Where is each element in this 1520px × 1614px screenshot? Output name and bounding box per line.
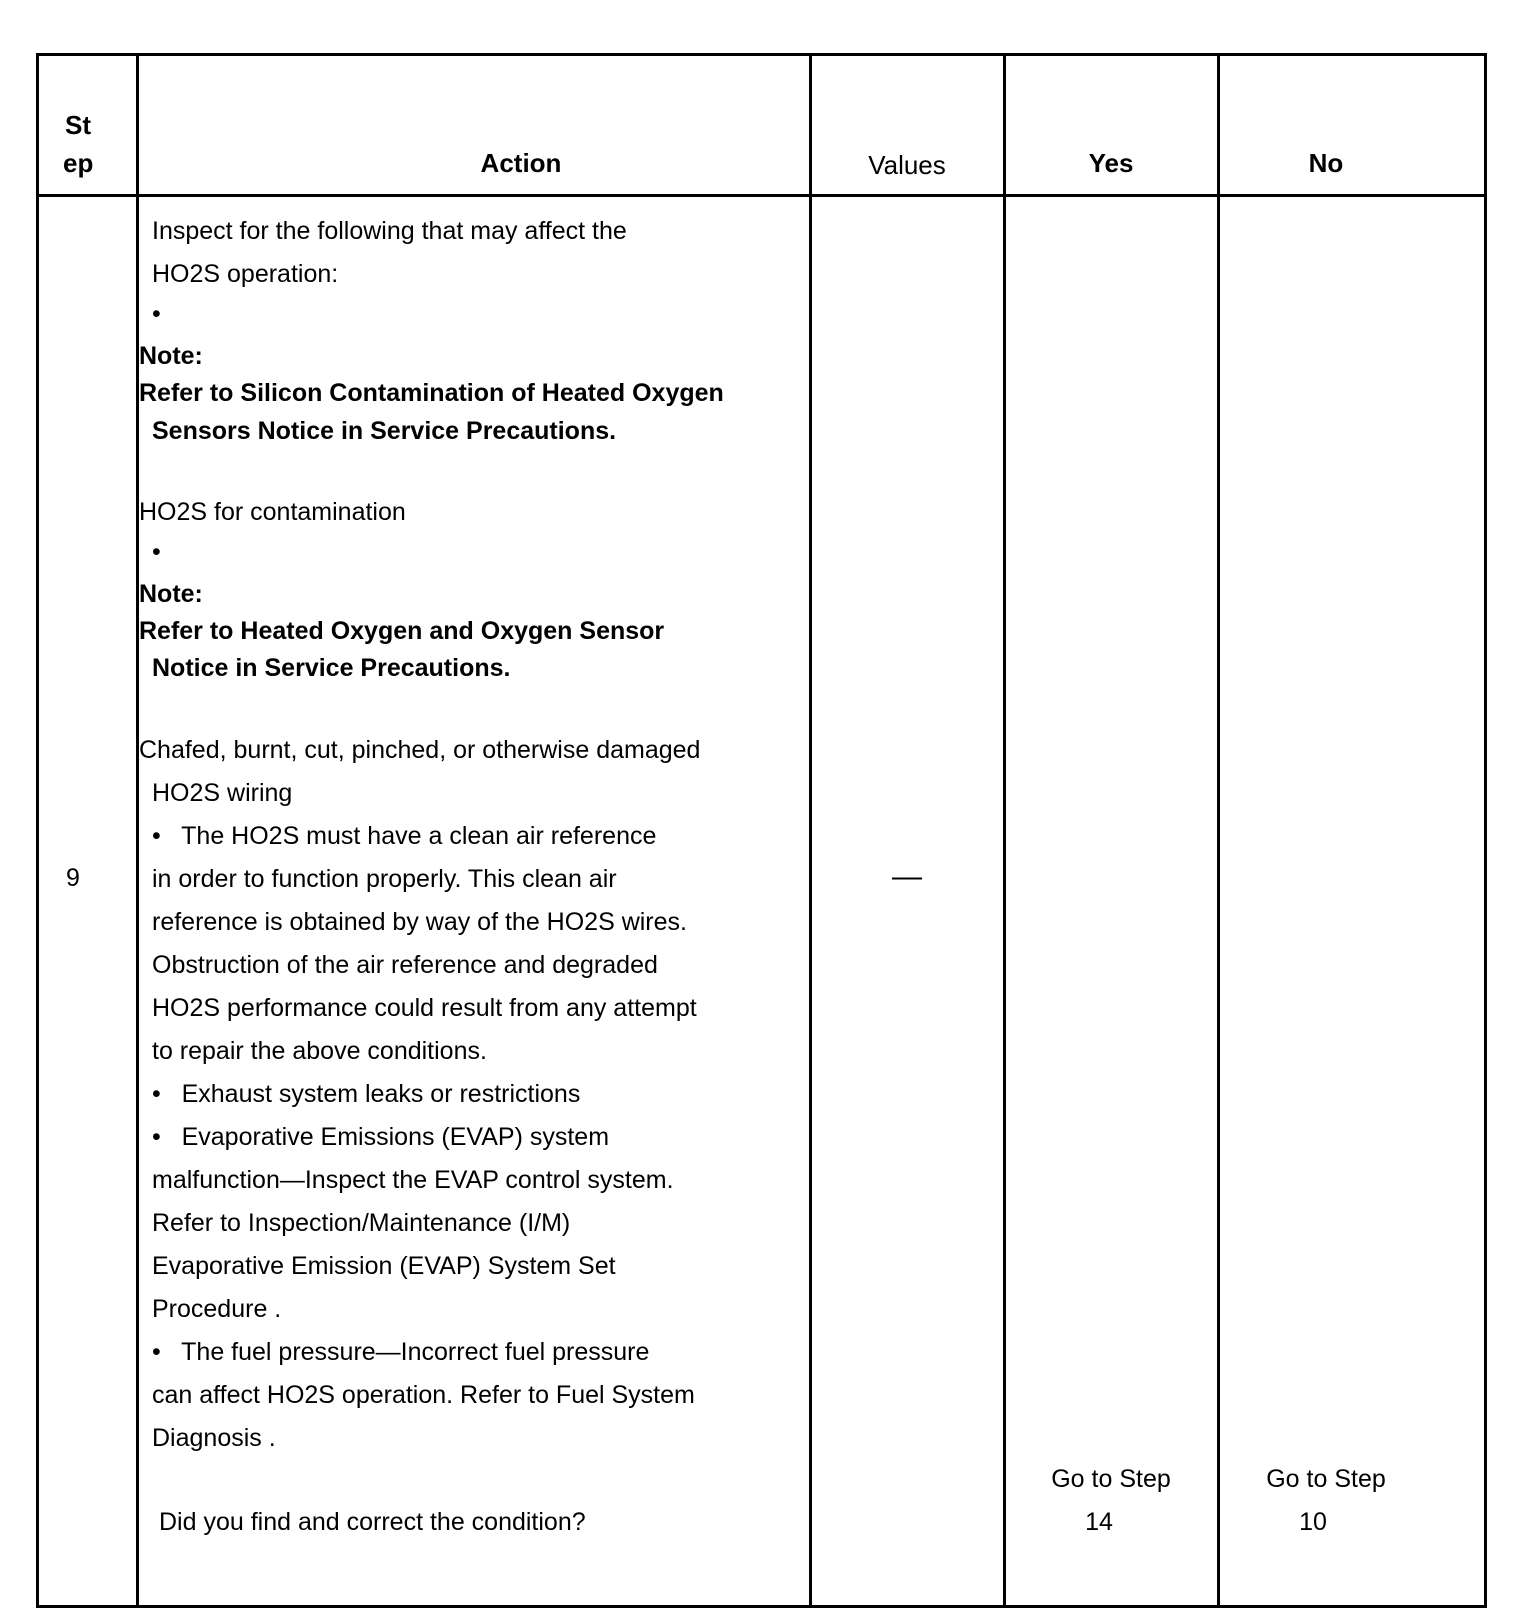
column-divider bbox=[809, 56, 812, 1605]
action-line: HO2S operation: bbox=[152, 260, 339, 288]
bullet-item: • The HO2S must have a clean air reference bbox=[152, 822, 657, 850]
header-step-line2: ep bbox=[63, 148, 94, 178]
action-line: to repair the above conditions. bbox=[152, 1037, 487, 1065]
bullet-item: • The fuel pressure—Incorrect fuel pressure bbox=[152, 1338, 650, 1366]
action-line: reference is obtained by way of the HO2S wires. bbox=[152, 908, 687, 936]
action-line: Diagnosis . bbox=[152, 1424, 276, 1452]
action-line: Inspect for the following that may affect the bbox=[152, 217, 627, 245]
no-step: 10 bbox=[1299, 1508, 1327, 1536]
action-line: Evaporative Emission (EVAP) System Set bbox=[152, 1252, 616, 1280]
values-cell: — bbox=[892, 860, 922, 893]
column-divider bbox=[1003, 56, 1006, 1605]
header-action: Action bbox=[480, 148, 562, 178]
header-values: Values bbox=[868, 150, 946, 180]
question: Did you find and correct the condition? bbox=[159, 1508, 586, 1536]
action-line: HO2S wiring bbox=[152, 779, 293, 807]
bullet-item: • Evaporative Emissions (EVAP) system bbox=[152, 1123, 610, 1151]
action-line: malfunction—Inspect the EVAP control system. bbox=[152, 1166, 674, 1194]
header-yes: Yes bbox=[1088, 148, 1134, 178]
bullet-item: • Exhaust system leaks or restrictions bbox=[152, 1080, 581, 1108]
action-line: Chafed, burnt, cut, pinched, or otherwise damaged bbox=[139, 736, 701, 764]
bullet: • bbox=[152, 300, 161, 328]
yes-goto: Go to Step bbox=[1051, 1465, 1171, 1493]
note-text: Notice in Service Precautions. bbox=[152, 654, 511, 682]
header-divider bbox=[39, 194, 1484, 197]
note-label: Note: bbox=[139, 580, 203, 608]
action-line: in order to function properly. This clean air bbox=[152, 865, 617, 893]
header-no: No bbox=[1308, 148, 1344, 178]
action-line: Obstruction of the air reference and degraded bbox=[152, 951, 658, 979]
note-text: Refer to Silicon Contamination of Heated Oxygen bbox=[139, 379, 724, 407]
column-divider bbox=[136, 56, 139, 1605]
action-line: Refer to Inspection/Maintenance (I/M) bbox=[152, 1209, 571, 1237]
note-text: Refer to Heated Oxygen and Oxygen Sensor bbox=[139, 617, 665, 645]
column-divider bbox=[1217, 56, 1220, 1605]
action-line: HO2S for contamination bbox=[139, 498, 406, 526]
note-text: Sensors Notice in Service Precautions. bbox=[152, 417, 617, 445]
no-goto: Go to Step bbox=[1266, 1465, 1386, 1493]
action-line: Procedure . bbox=[152, 1295, 282, 1323]
action-line: can affect HO2S operation. Refer to Fuel System bbox=[152, 1381, 695, 1409]
step-number: 9 bbox=[66, 864, 80, 892]
action-line: HO2S performance could result from any attempt bbox=[152, 994, 697, 1022]
header-step-line1: St bbox=[65, 110, 91, 140]
bullet: • bbox=[152, 538, 161, 566]
note-label: Note: bbox=[139, 342, 203, 370]
yes-step: 14 bbox=[1085, 1508, 1113, 1536]
